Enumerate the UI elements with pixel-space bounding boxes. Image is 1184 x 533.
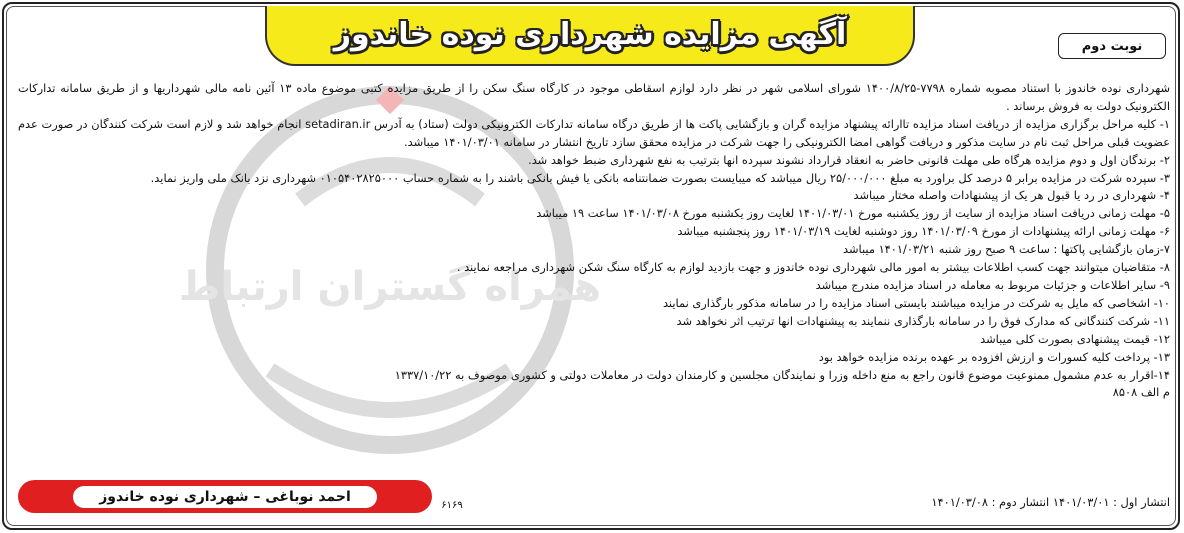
announcement-body (18, 80, 1170, 402)
clause-11: ۱۱- شرکت کنندگانی که مدارک فوق را در سامانه بارگذاری ننمایند به پیشنهادات انها ترتیب اثر نخواهد شد (676, 313, 1170, 328)
clause-8: ۸- متقاضیان میتوانند جهت کسب اطلاعات بیشتر به امور مالی شهرداری نوده خاندوز و جهت بازدید لوازم به کارگاه سنگ شکن شهرداری مراجعه نمایند . (456, 260, 1170, 275)
page-title: آگهی مزایده شهرداری نوده خاندوز (333, 16, 847, 52)
ad-code: ۶۱۶۹ (441, 500, 463, 511)
signature-bar (18, 480, 432, 513)
clause-5: ۵- مهلت زمانی دریافت اسناد مزایده از سایت از روز یکشنبه مورخ ۱۴۰۱/۰۳/۰۱ لغایت روز یکشنبه مورخ ۱۴۰۱/۰۳/۰۸ ساعت ۱۹ میباشد (536, 206, 1170, 221)
clause-14: ۱۴-اقرار به عدم مشمول ممنوعیت موضوع قانون راجع به منع داخله وزرا و نمایندگان مجلسین و کارمندان دولت در معاملات دولتی و کشوری موصوف به ۱۳۳۷/۱۰/۲۲ (394, 367, 1170, 382)
clause-10: ۱۰- اشخاصی که مایل به شرکت در مزایده میباشند بایستی اسناد مزایده را در سامانه مذکور بارگذاری نمایند (662, 295, 1170, 310)
publish-dates: انتشار اول : ۱۴۰۱/۰۳/۰۱ انتشار دوم : ۱۴۰۱/۰۳/۰۸ (931, 495, 1170, 509)
intro-paragraph: شهرداری نوده خاندوز با استناد مصوبه شماره ۷۷۹۸-۱۴۰۰/۸/۲۵ شورای اسلامی شهر در نظر دارد لوازم اسقاطی موجود در کارگاه سنگ سکن را از طریق مزایده کتبی موضوع ماده ۱۳ آئین نامه مالی شهرداریها و از طریق سامانه تدارکات الکترونیک دولت به فروش برساند . (18, 81, 1170, 113)
clause-2: ۲- برندگان اول و دوم مزایده هرگاه طی مهلت قانونی حاضر به انعقاد قرارداد نشوند سپرده انها بترتیب به نفع شهرداری ضبط خواهد شد. (528, 152, 1170, 167)
clause-6: ۶- مهلت زمانی ارائه پیشنهادات از مورخ ۱۴۰۱/۰۳/۰۹ روز دوشنبه لغایت ۱۴۰۱/۰۳/۱۹ روز پنجشنبه میباشد (677, 224, 1170, 239)
clause-13: ۱۳- پرداخت کلیه کسورات و ارزش افزوده بر عهده برنده مزایده خواهد بود (818, 349, 1170, 364)
clause-1: ۱- کلیه مراحل برگزاری مزایده از دریافت اسناد مزایده تاارائه پیشنهاد مزایده گران و بازگشایی پاکت ها از طریق درگاه سامانه تدارکات الکترونیکی دولت (ستاد) به آدرس setadiran.ir انجام خواهد شد و لازم است شرکت کنندگان در صورت عدم عضویت قبلی مراحل ثبت نام در سایت مذکور و دریافت گواهی امضا الکترونیکی را جهت شرکت در مزایده محقق سازد تاریخ انتشار در سامانه ۱۴۰۱/۰۳/۰۱ میباشد. (18, 116, 1170, 149)
reference-number: م الف ۸۵۰۸ (1112, 385, 1170, 400)
clause-12: ۱۲- قیمت پیشنهادی بصورت کلی میباشد (980, 331, 1170, 346)
clause-9: ۹- سایر اطلاعات و جزئیات مربوط به معامله در اسناد مزایده مندرج میباشد (815, 277, 1170, 292)
signature-label: احمد نوباغی – شهرداری نوده خاندوز (73, 486, 377, 508)
clause-4: ۴- شهرداری در رد یا قبول هر یک از پیشنهادات واصله مختار میباشد (853, 188, 1170, 203)
clause-3: ۳- سپرده شرکت در مزایده برابر ۵ درصد کل براورد به مبلغ ۲۵/۰۰۰/۰۰۰ ریال میباشد که میبایست بصورت ضمانتنامه بانکی یا فیش بانکی باشند را به شماره حساب ۰۱۰۵۴۰۲۸۲۵۰۰۰ شهرداری نزد بانک ملی واریز نماید. (150, 170, 1170, 185)
round-badge: نوبت دوم (1058, 33, 1166, 59)
watermark-text: همراه گستران ارتباط (178, 264, 602, 310)
clause-7: ۷-زمان بازگشایی پاکتها : ساعت ۹ صبح روز شنبه ۱۴۰۱/۰۳/۲۱ میباشد (842, 242, 1170, 257)
